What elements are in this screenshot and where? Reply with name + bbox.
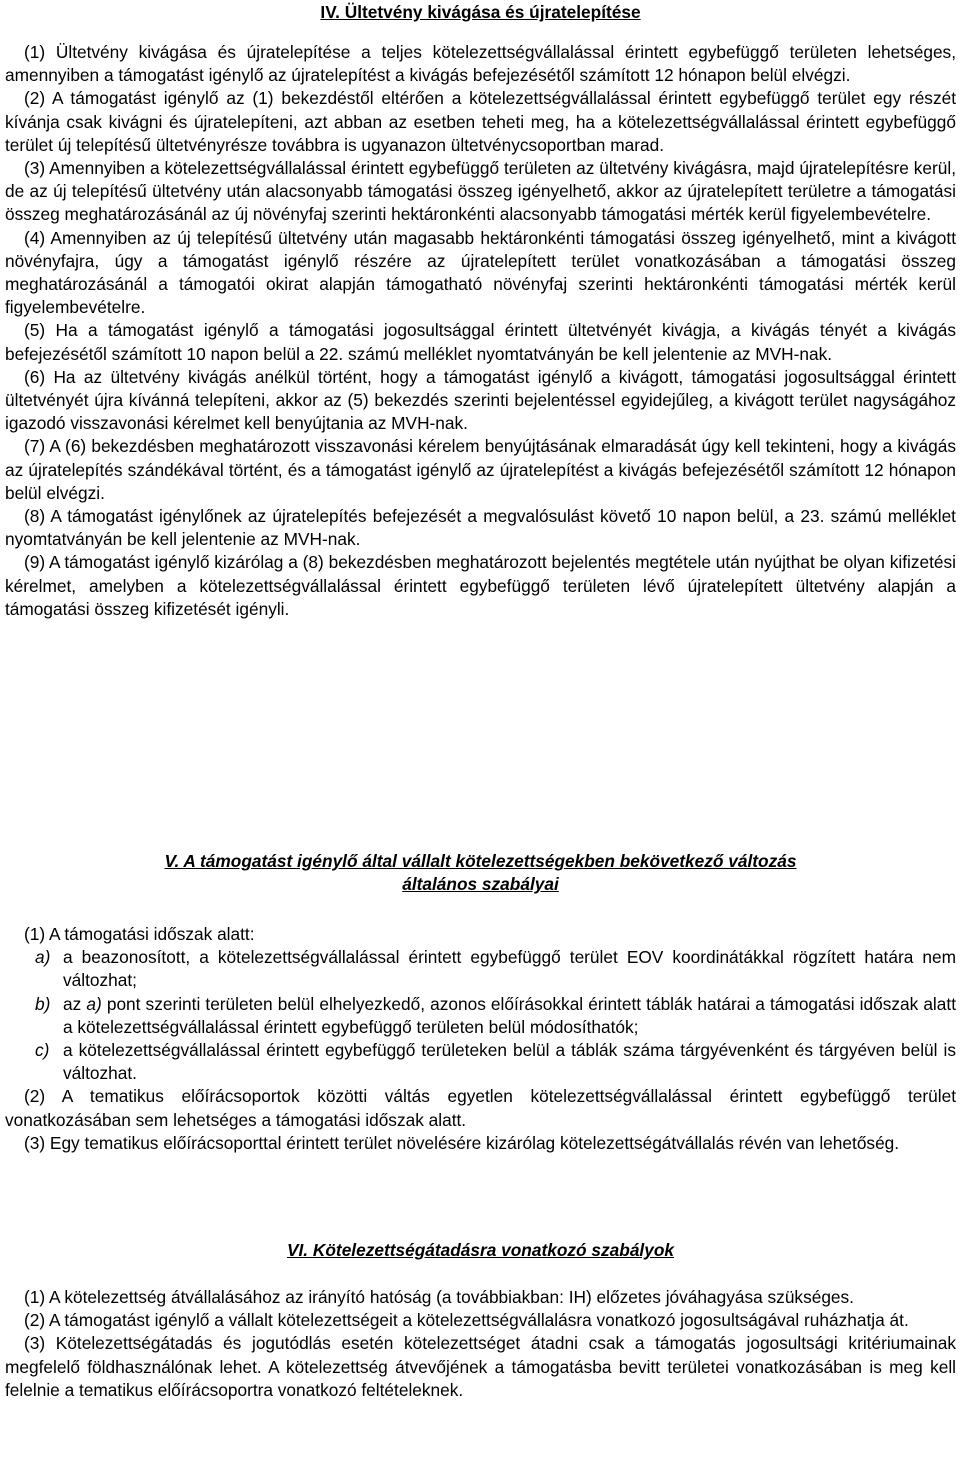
list-item-b <box>5 993 956 1039</box>
section-vi-paragraph-3: (3) Kötelezettségátadás és jogutódlás esetén kötelezettséget átadni csak a támogatás jogosultsági kritériumainak megfelelő földhasználónak lehet. A kötelezettség átvevőjének a támogatásba bevitt területei vonatkozásában is meg kell felelnie a tematikus előírácsoportra vonatkozó feltételeknek. <box>5 1333 956 1400</box>
section-iv-paragraph-8: (8) A támogatást igénylőnek az újratelepítés befejezését a megvalósulást követő 10 napon belül, a 23. számú melléklet nyomtatványán be kell jelentenie az MVH-nak. <box>5 506 956 550</box>
section-iv-paragraph-1: (1) Ültetvény kivágása és újratelepítése a teljes kötelezettségvállalással érintett egybefüggő területen lehetséges, amennyiben a támogatást igénylő az újratelepítést a kivágás befejezésétől számított 12 hónapon belül elvégzi. <box>5 42 956 86</box>
list-item-a-text: a beazonosított, a kötelezettségvállalással érintett egybefüggő terület EOV koordinátákkal rögzített határa nem változhat; <box>63 947 956 991</box>
section-vi-paragraph-1: (1) A kötelezettség átvállalásához az irányító hatóság (a továbbiakban: IH) előzetes jóváhagyása szükséges. <box>24 1287 854 1307</box>
list-item-b-text-after: pont szerinti területen belül elhelyezkedő, azonos előírásokkal érintett táblák határai a támogatási időszak alatt a kötelezettségvállalással érintett egybefüggő területen belül módosíthatók; <box>63 993 956 1037</box>
section-vi-paragraph-2: (2) A támogatást igénylő a vállalt kötelezettségeit a kötelezettségvállalásra vonatkozó jogosultságával ruházhatja át. <box>24 1310 909 1331</box>
section-vi-body <box>5 1286 956 1402</box>
list-item-c <box>5 1039 956 1085</box>
section-iv-paragraph-5: (5) Ha a támogatást igénylő a támogatási jogosultsággal érintett ültetvényét kivágja, a kivágás tényét a kivágás befejezésétől számított 10 napon belül a 22. számú melléklet nyomtatványán be kell jelentenie az MVH-nak. <box>5 320 956 364</box>
section-v-title-line-2: általános szabályai <box>402 874 559 895</box>
section-v-body <box>5 923 956 1155</box>
section-v-title-line-1: V. A támogatást igénylő által vállalt kötelezettségekben bekövetkező változás <box>164 851 797 871</box>
section-v-paragraph-2: (2) A tematikus előírácsoportok közötti váltás egyetlen kötelezettségvállalással érintett egybefüggő terület vonatkozásában sem lehetséges a támogatási időszak alatt. <box>5 1086 956 1130</box>
section-iv-paragraph-2: (2) A támogatást igénylő az (1) bekezdéstől eltérően a kötelezettségvállalással érintett egybefüggő terület egy részét kívánja csak kivágni és újratelepíteni, azt abban az esetben teheti meg, ha a kötelezettségvállalással érintett egybefüggő terület új telepítésű ültetvényrésze továbbra is ugyanazon ültetvénycsoportban marad. <box>5 88 956 155</box>
list-item-a <box>5 946 956 992</box>
list-item-b-text-before: az <box>63 993 87 1014</box>
section-iv-title: IV. Ültetvény kivágása és újratelepítése <box>320 2 641 22</box>
section-iv-paragraph-6: (6) Ha az ültetvény kivágás anélkül történt, hogy a támogatást igénylő a kivágott, támogatási jogosultsággal érintett ültetvényét újra kívánná telepíteni, akkor az (5) bekezdés szerinti bejelentéssel egyidejűleg, a kivágott terület nagyságához igazodó visszavonási kérelmet kell benyújtania az MVH-nak. <box>5 366 956 434</box>
list-marker-b: b) <box>35 993 51 1014</box>
section-iv-body <box>5 41 956 621</box>
section-iv-paragraph-7: (7) A (6) bekezdésben meghatározott visszavonási kérelem benyújtásának elmaradását úgy kell tekinteni, hogy a kivágás az újratelepítés szándékával történt, és a támogatást igénylő az újratelepítést a kivágás befejezésétől számított 12 hónapon belül elvégzi. <box>5 436 956 503</box>
section-v-paragraph-1-intro: (1) A támogatási időszak alatt: <box>24 924 255 944</box>
section-iv-paragraph-9: (9) A támogatást igénylő kizárólag a (8) bekezdésben meghatározott bejelentés megtétele után nyújthat be olyan kifizetési kérelmet, amelyben a kötelezettségvállalással érintett egybefüggő területen lévő újratelepített ültetvény alapján a támogatási összeg kifizetését igényli. <box>5 552 956 619</box>
list-item-c-text: a kötelezettségvállalással érintett egybefüggő területeken belül a táblák száma tárgyévenként és tárgyéven belül is változhat. <box>63 1040 956 1084</box>
section-iv-paragraph-3: (3) Amennyiben a kötelezettségvállalással érintett egybefüggő területen az ültetvény kivágásra, majd újratelepítésre kerül, de az új telepítésű ültetvény után alacsonyabb támogatási összeg igényelhető, akkor az újratelepített területre a támogatási összeg meghatározásánál az új növényfaj szerinti hektáronkénti alacsonyabb támogatási mérték kerül figyelembevételre. <box>5 158 956 225</box>
section-v-paragraph-3: (3) Egy tematikus előírácsoporttal érintett terület növelésére kizárólag kötelezettségátvállalás révén van lehetőség. <box>24 1132 900 1153</box>
list-item-b-inline-ref: a) <box>86 993 102 1014</box>
section-v-title <box>5 850 956 896</box>
list-marker-a: a) <box>35 947 51 968</box>
section-iv-paragraph-4: (4) Amennyiben az új telepítésű ültetvény után magasabb hektáronkénti támogatási összeg igényelhető, mint a kivágott növényfajra, úgy a támogatást igénylő részére az újratelepített terület vonatkozásában a támogatási összeg meghatározásánál a támogatói okirat alapján támogatható növényfaj szerinti hektáronkénti támogatási mérték kerül figyelembevételre. <box>5 227 956 318</box>
list-marker-c: c) <box>35 1040 50 1061</box>
section-vi-title: VI. Kötelezettségátadásra vonatkozó szabályok <box>286 1240 675 1260</box>
